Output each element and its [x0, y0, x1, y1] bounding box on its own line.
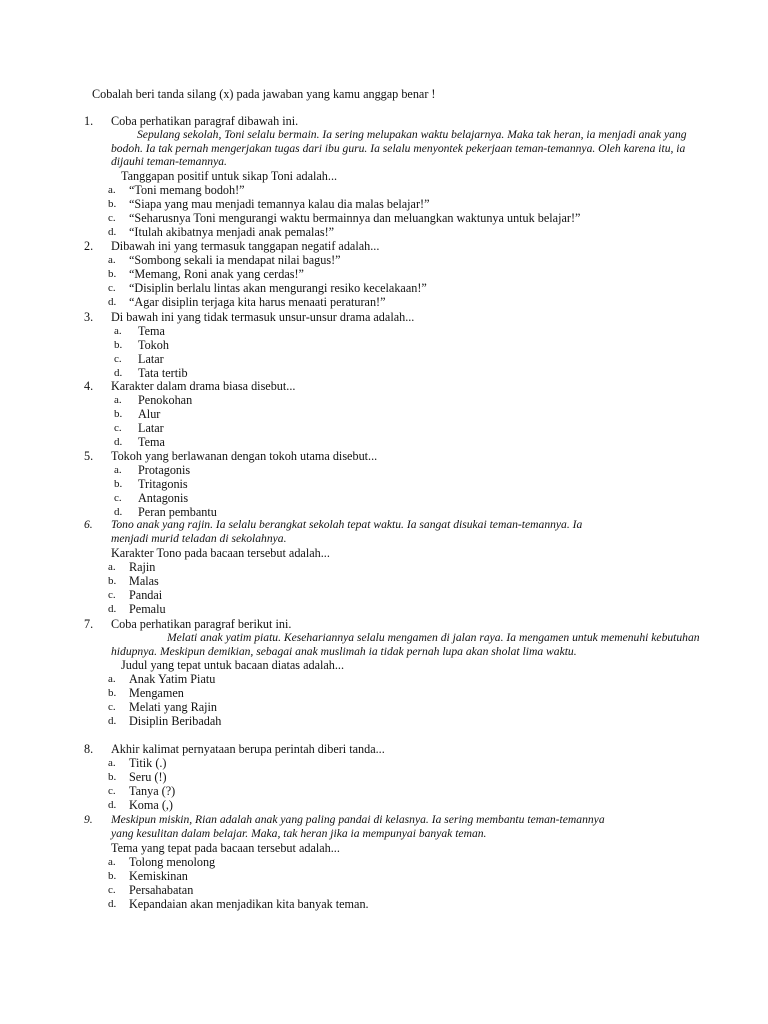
- option-letter: b.: [114, 339, 123, 351]
- answer-option[interactable]: [84, 560, 704, 574]
- option-letter: d.: [108, 225, 117, 238]
- question-text: Tono anak yang rajin. Ia selalu berangkat sekolah tepat waktu. Ia sangat disukai teman-temannya. Ia: [111, 518, 583, 531]
- question-4: [84, 379, 704, 449]
- question-number: 7.: [84, 617, 94, 631]
- option-text: “Itulah akibatnya menjadi anak pemalas!”: [129, 224, 335, 239]
- option-letter: a.: [108, 856, 116, 868]
- option-text: “Disiplin berlalu lintas akan mengurangi resiko kecelakaan!”: [129, 281, 427, 295]
- sub-question: Karakter Tono pada bacaan tersebut adalah...: [111, 546, 330, 560]
- question-5: [84, 449, 704, 519]
- question-number: 5.: [84, 449, 94, 463]
- option-letter: a.: [108, 757, 116, 769]
- option-text: Penokohan: [138, 393, 193, 407]
- option-letter: b.: [108, 575, 117, 587]
- question-3: [84, 310, 704, 380]
- answer-option[interactable]: [84, 366, 704, 380]
- option-text: Malas: [129, 574, 159, 588]
- instruction-text: Cobalah beri tanda silang (x) pada jawaban yang kamu anggap benar !: [92, 87, 436, 101]
- option-letter: d.: [114, 506, 123, 518]
- question-number: 3.: [84, 310, 94, 324]
- option-letter: c.: [108, 785, 116, 797]
- question-text: Di bawah ini yang tidak termasuk unsur-unsur drama adalah...: [111, 310, 415, 324]
- option-letter: a.: [114, 325, 122, 337]
- option-letter: d.: [108, 715, 117, 727]
- question-number: 1.: [84, 114, 94, 128]
- option-letter: c.: [114, 353, 122, 365]
- option-text: Persahabatan: [129, 883, 194, 897]
- answer-option[interactable]: [84, 393, 704, 407]
- answer-option[interactable]: [84, 897, 704, 911]
- option-text: Rajin: [129, 560, 156, 574]
- option-letter: a.: [108, 183, 116, 196]
- question-number: 6.: [84, 518, 93, 531]
- option-text: Peran pembantu: [138, 505, 217, 519]
- question-text: Tokoh yang berlawanan dengan tokoh utama disebut...: [111, 449, 378, 463]
- option-text: Latar: [138, 421, 164, 435]
- option-text: Kemiskinan: [129, 869, 188, 883]
- question-6: [84, 518, 704, 616]
- option-text: “Siapa yang mau menjadi temannya kalau dia malas belajar!”: [129, 196, 430, 211]
- answer-option[interactable]: [84, 267, 704, 281]
- question-2: [84, 239, 704, 309]
- option-letter: c.: [108, 884, 116, 896]
- option-letter: b.: [108, 870, 117, 882]
- answer-option[interactable]: [84, 338, 704, 352]
- option-letter: a.: [108, 561, 116, 573]
- answer-option[interactable]: [84, 407, 704, 421]
- option-text: “Seharusnya Toni mengurangi waktu bermainnya dan meluangkan waktunya untuk belajar!”: [129, 210, 581, 225]
- option-letter: a.: [108, 673, 116, 685]
- question-text: Coba perhatikan paragraf dibawah ini.: [111, 114, 299, 128]
- option-text: Disiplin Beribadah: [129, 714, 222, 728]
- option-text: Anak Yatim Piatu: [129, 672, 216, 686]
- sub-question: Tanggapan positif untuk sikap Toni adalah...: [121, 168, 338, 183]
- question-text: Dibawah ini yang termasuk tanggapan negatif adalah...: [111, 239, 380, 253]
- option-text: Protagonis: [138, 463, 191, 477]
- answer-option[interactable]: [84, 869, 704, 883]
- answer-option[interactable]: [84, 784, 704, 798]
- sub-question: Judul yang tepat untuk bacaan diatas adalah...: [121, 658, 345, 672]
- sub-question: Tema yang tepat pada bacaan tersebut adalah...: [111, 841, 340, 855]
- option-letter: b.: [108, 197, 117, 210]
- answer-option[interactable]: [84, 672, 704, 686]
- option-letter: b.: [114, 408, 123, 420]
- question-8: [84, 742, 704, 812]
- option-text: “Memang, Roni anak yang cerdas!”: [129, 267, 304, 281]
- answer-option[interactable]: [84, 714, 704, 728]
- option-letter: c.: [114, 492, 122, 504]
- answer-option[interactable]: [84, 253, 704, 267]
- option-text: “Toni memang bodoh!”: [129, 182, 245, 197]
- option-letter: d.: [108, 603, 117, 615]
- answer-option[interactable]: [84, 491, 704, 505]
- question-9: [84, 813, 704, 911]
- answer-option[interactable]: [84, 686, 704, 700]
- option-text: Pandai: [129, 588, 163, 602]
- answer-option[interactable]: [84, 435, 704, 449]
- answer-option[interactable]: [84, 505, 704, 519]
- option-text: Melati yang Rajin: [129, 700, 218, 714]
- answer-option[interactable]: [84, 463, 704, 477]
- option-text: Alur: [138, 407, 161, 421]
- answer-option[interactable]: [84, 197, 704, 211]
- question-1: [84, 114, 704, 239]
- answer-option[interactable]: [84, 295, 704, 309]
- option-letter: d.: [108, 799, 117, 811]
- answer-option[interactable]: [84, 883, 704, 897]
- option-letter: d.: [108, 296, 117, 308]
- answer-option[interactable]: [84, 756, 704, 770]
- answer-option[interactable]: [84, 588, 704, 602]
- answer-option[interactable]: [84, 574, 704, 588]
- option-letter: a.: [108, 254, 116, 266]
- answer-option[interactable]: [84, 855, 704, 869]
- option-text: Pemalu: [129, 602, 166, 616]
- option-text: Tokoh: [138, 338, 169, 352]
- option-text: Koma (,): [129, 798, 173, 812]
- option-text: Tritagonis: [138, 477, 188, 491]
- answer-option[interactable]: [84, 183, 704, 197]
- reading-paragraph: Melati anak yatim piatu. Kesehariannya selalu mengamen di jalan raya. Ia mengamen untuk memenuhi kebutuhan hidupnya. Meskipun demikian, sebagai anak muslimah ia tidak pernah lupa akan sholat lima waktu.: [111, 631, 700, 658]
- option-letter: b.: [114, 478, 123, 490]
- question-text: Karakter dalam drama biasa disebut...: [111, 379, 296, 393]
- question-text: Coba perhatikan paragraf berikut ini.: [111, 617, 292, 631]
- answer-option[interactable]: [84, 281, 704, 295]
- answer-option[interactable]: [84, 324, 704, 338]
- question-text-continued: menjadi murid teladan di sekolahnya.: [111, 532, 287, 545]
- option-text: Tata tertib: [138, 366, 188, 380]
- answer-option[interactable]: [84, 700, 704, 714]
- answer-option[interactable]: [84, 602, 704, 616]
- question-7: [84, 617, 704, 728]
- question-text-continued: yang kesulitan dalam belajar. Maka, tak heran jika ia mempunyai banyak teman.: [111, 827, 487, 840]
- option-letter: b.: [108, 268, 117, 280]
- question-number: 8.: [84, 742, 94, 756]
- option-letter: b.: [108, 687, 117, 699]
- option-text: Tema: [138, 324, 165, 338]
- option-text: Tema: [138, 435, 165, 449]
- option-letter: d.: [114, 436, 123, 448]
- option-letter: d.: [108, 898, 117, 910]
- option-letter: c.: [108, 211, 116, 224]
- question-text: Meskipun miskin, Rian adalah anak yang paling pandai di kelasnya. Ia sering membantu teman-temannya: [111, 813, 605, 826]
- question-number: 2.: [84, 239, 94, 253]
- option-letter: c.: [108, 282, 116, 294]
- option-letter: b.: [108, 771, 117, 783]
- reading-paragraph: Sepulang sekolah, Toni selalu bermain. Ia sering melupakan waktu belajarnya. Maka tak heran, ia menjadi anak yang bodoh. Ia tak pernah mengerjakan tugas dari ibu guru. Ia selalu menyontek pekerjaan teman-temannya. Oleh karena itu, ia dijauhi teman-temannya.: [111, 128, 687, 168]
- question-number: 4.: [84, 379, 94, 393]
- option-text: Tolong menolong: [129, 855, 216, 869]
- question-text: Akhir kalimat pernyataan berupa perintah diberi tanda...: [111, 742, 385, 756]
- answer-option[interactable]: [84, 211, 704, 225]
- answer-option[interactable]: [84, 770, 704, 784]
- option-letter: a.: [114, 464, 122, 476]
- option-text: Kepandaian akan menjadikan kita banyak teman.: [129, 897, 369, 911]
- answer-option[interactable]: [84, 477, 704, 491]
- option-letter: d.: [114, 367, 123, 379]
- option-text: Seru (!): [129, 770, 167, 784]
- option-text: Titik (.): [129, 756, 167, 770]
- option-text: Latar: [138, 352, 164, 366]
- option-text: Mengamen: [129, 686, 184, 700]
- answer-option[interactable]: [84, 421, 704, 435]
- option-letter: a.: [114, 394, 122, 406]
- option-letter: c.: [108, 701, 116, 713]
- answer-option[interactable]: [84, 798, 704, 812]
- option-text: “Sombong sekali ia mendapat nilai bagus!”: [129, 253, 341, 267]
- question-number: 9.: [84, 813, 93, 826]
- answer-option[interactable]: [84, 225, 704, 239]
- option-text: “Agar disiplin terjaga kita harus menaati peraturan!”: [129, 295, 386, 309]
- option-letter: c.: [114, 422, 122, 434]
- answer-option[interactable]: [84, 352, 704, 366]
- option-letter: c.: [108, 589, 116, 601]
- option-text: Antagonis: [138, 491, 189, 505]
- option-text: Tanya (?): [129, 784, 176, 798]
